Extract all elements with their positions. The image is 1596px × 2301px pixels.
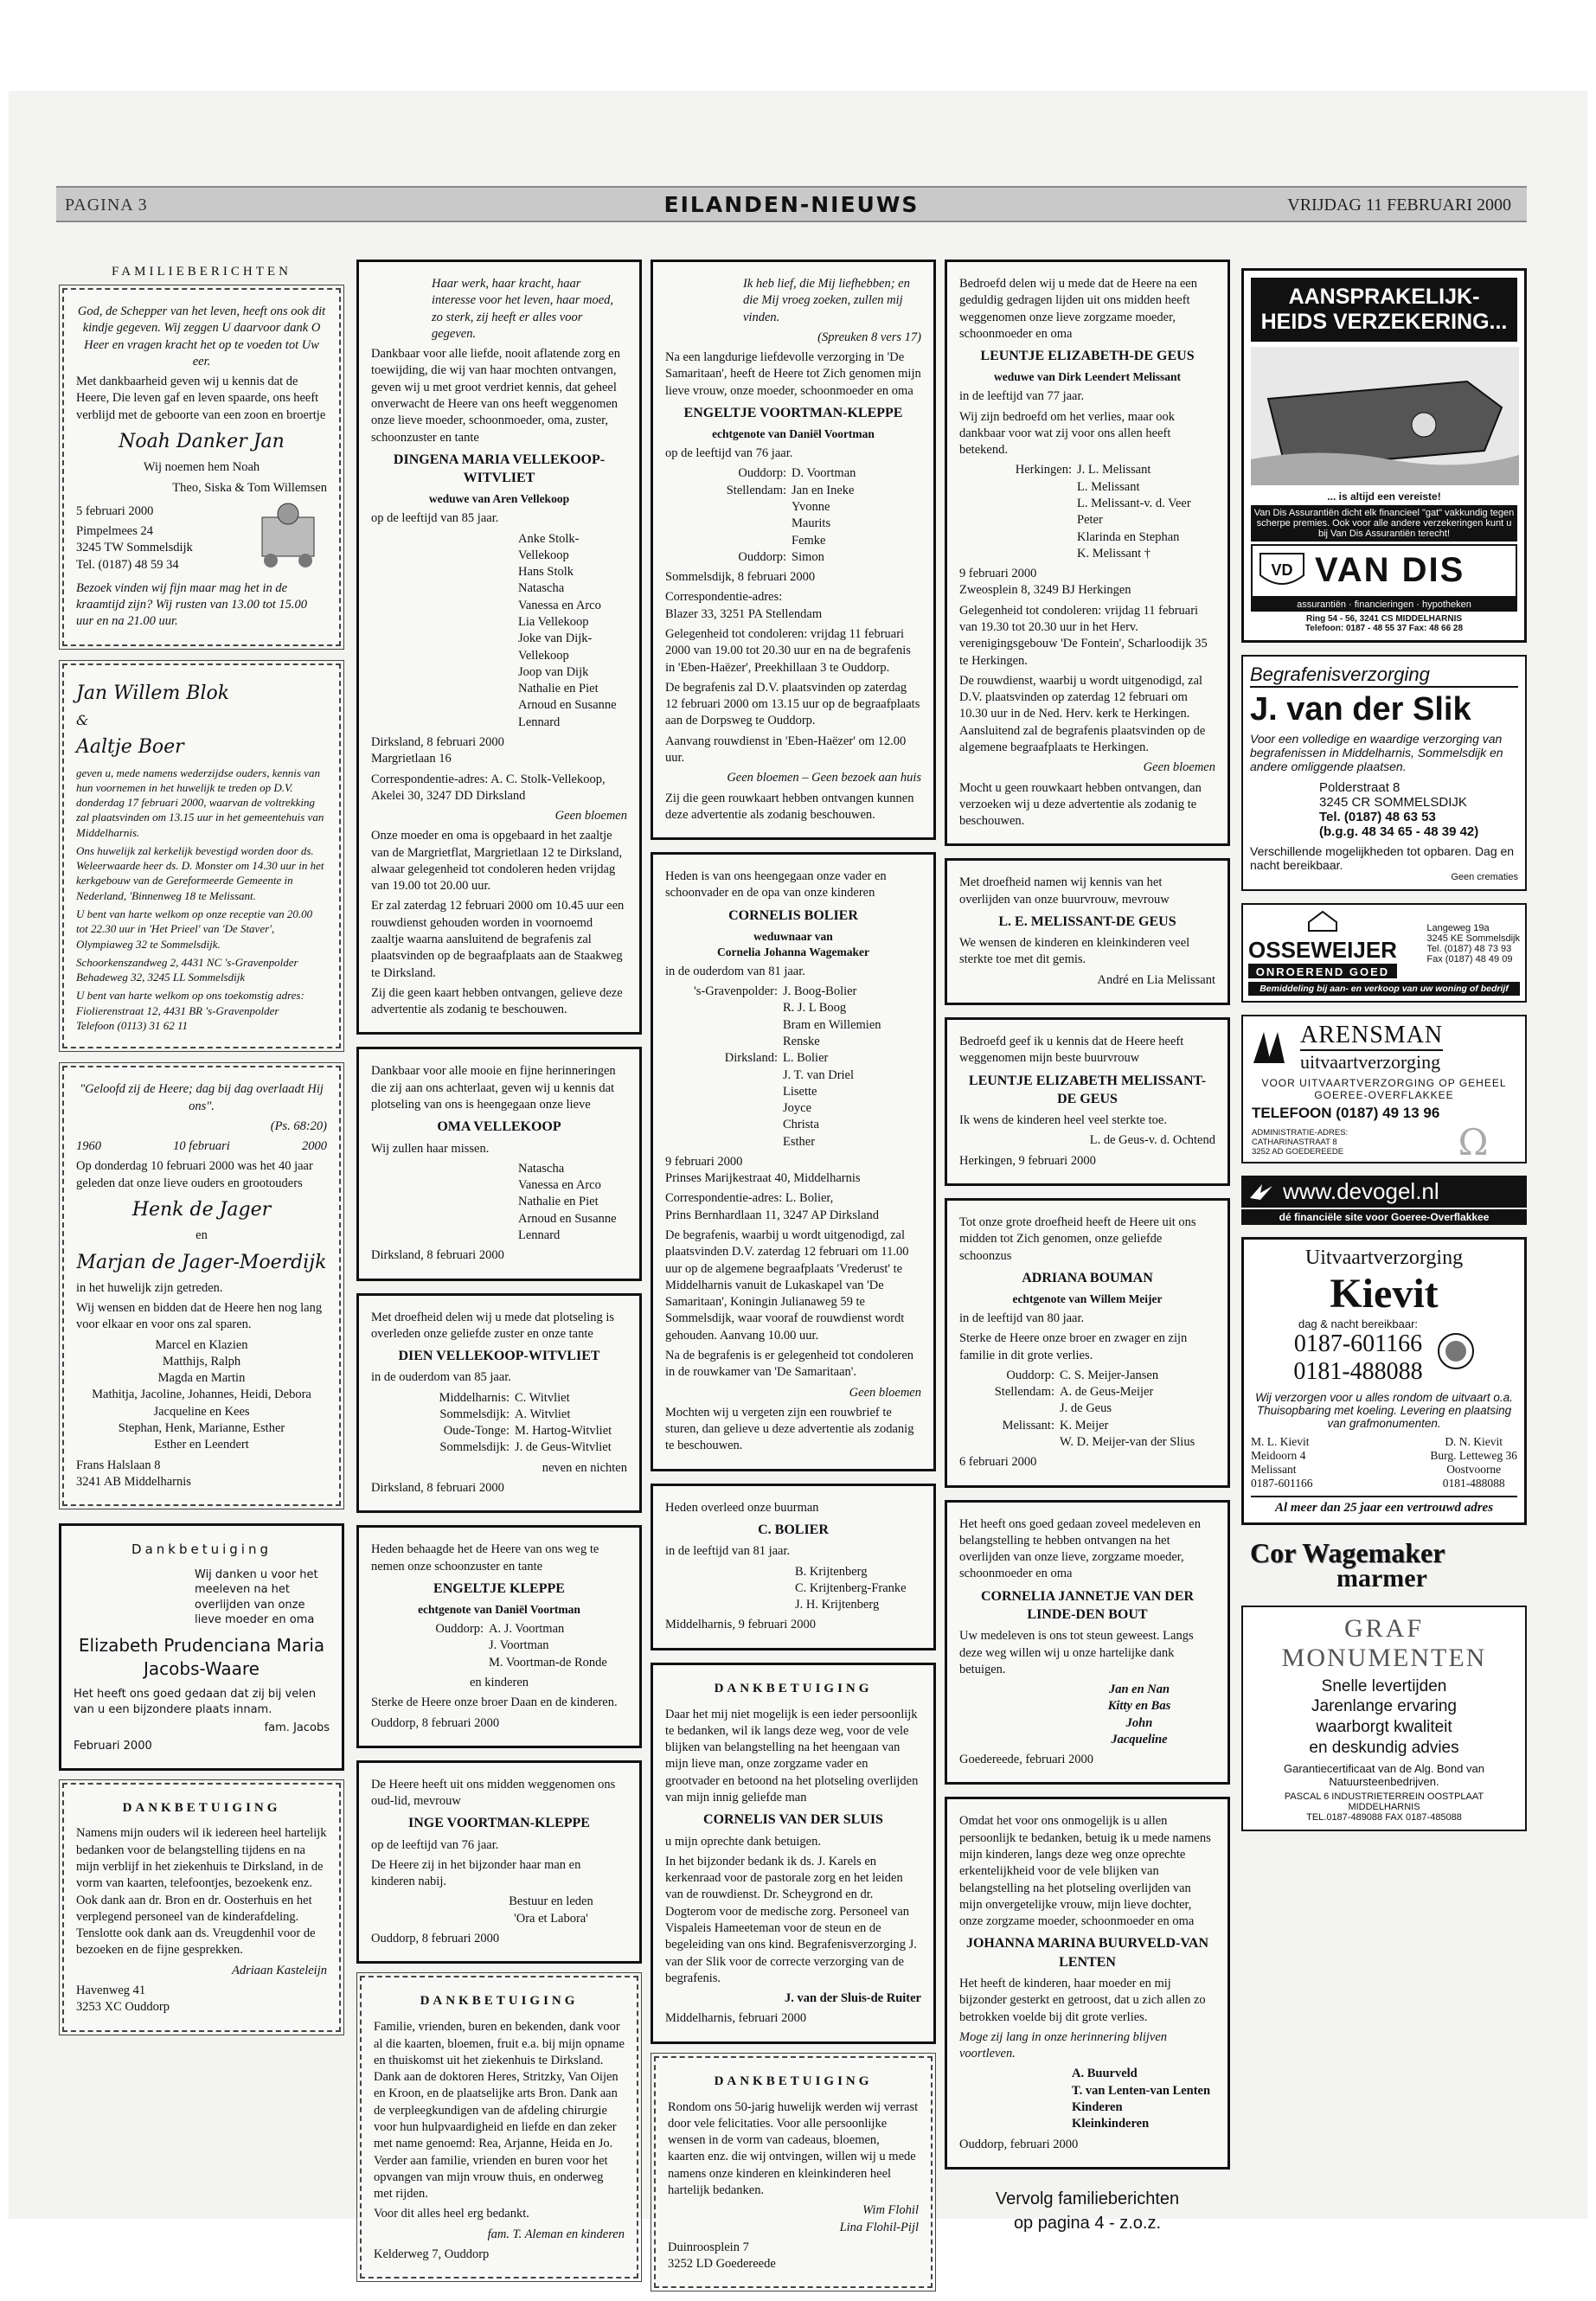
obituary-text: Met droefheid namen wij kennis van het overlijden van onze buurvrouw, mevrouw bbox=[959, 875, 1170, 907]
signature: Bestuur en leden 'Ora et Labora' bbox=[509, 1894, 593, 1926]
family-row: Ouddorp: A. J. Voortman bbox=[435, 1622, 565, 1637]
column-3 bbox=[651, 260, 936, 2301]
spouse-line: echtgenote van Daniël Voortman bbox=[418, 1603, 580, 1617]
ad-address: PASCAL 6 INDUSTRIETERREIN OOSTPLAAT MIDDELHARNIS bbox=[1284, 1791, 1484, 1812]
obituary-text: Dankbaar voor alle liefde, nooit aflatende zorg en toewijding, die wij van haar mochten ontvangen, geven wij u met groot verdriet kennis, dat geheel onverwacht de Heere van ons heeft weggenomen onze lieve moeder, schoonmoeder, oma, zuster, schoonzuster en tante bbox=[371, 347, 620, 445]
kievit-seal-icon bbox=[1437, 1332, 1475, 1370]
age: op de leeftijd van 85 jaar. bbox=[371, 511, 499, 526]
baby-toy-illustration bbox=[249, 500, 327, 569]
no-flowers: Geen bloemen bbox=[849, 1385, 921, 1400]
thanks-heading: DANKBETUIGING bbox=[714, 1681, 873, 1695]
ad-title: GRAF bbox=[1343, 1613, 1425, 1643]
date: Ouddorp, 8 februari 2000 bbox=[371, 1715, 500, 1730]
children: en kinderen bbox=[469, 1675, 529, 1689]
thanks-text-2: u mijn oprechte dank betuigen. bbox=[665, 1834, 821, 1849]
family-row: Esther bbox=[783, 1134, 816, 1149]
family-row: J. T. van Driel bbox=[783, 1067, 855, 1082]
thanks-van-der-sluis bbox=[651, 1663, 936, 2044]
family-names: Natascha Vanessa en Arco Nathalie en Piet Arnoud en Susanne Lennard bbox=[518, 1161, 617, 1242]
deceased-name: CORNELIA JANNETJE VAN DER LINDE-DEN BOUT bbox=[980, 1588, 1195, 1622]
family-row: Ouddorp: D. Voortman bbox=[738, 466, 856, 481]
obituary-text: Tot onze grote droefheid heeft de Heere uit ons midden tot Zich genomen, onze geliefde schoonzus bbox=[959, 1215, 1196, 1263]
deceased-name: JOHANNA MARINA BUURVELD-VAN LENTEN bbox=[965, 1936, 1209, 1970]
deceased-name: LEUNTJE ELIZABETH MELISSANT-DE GEUS bbox=[968, 1073, 1207, 1106]
ad-availability: dag & nacht bereikbaar: bbox=[1298, 1317, 1419, 1330]
memory-text: Moge zij lang in onze herinnering blijven voortleven. bbox=[959, 2029, 1168, 2061]
date: Middelharnis, 9 februari 2000 bbox=[665, 1618, 816, 1632]
address: Duinroosplein 7 3252 LD Goedereede bbox=[668, 2240, 776, 2272]
ad-arensman bbox=[1241, 1015, 1527, 1163]
family-row: J. de Geus bbox=[1060, 1401, 1112, 1416]
address: Frans Halslaan 8 3241 AB Middelharnis bbox=[76, 1458, 191, 1489]
deceased-name: LEUNTJE ELIZABETH-DE GEUS bbox=[980, 349, 1195, 364]
svg-text:Ω: Ω bbox=[1458, 1121, 1489, 1157]
family-row: 's-Gravenpolder: J. Boog-Bolier bbox=[694, 984, 857, 999]
family-row: Yvonne bbox=[792, 500, 830, 515]
signature: André en Lia Melissant bbox=[1097, 972, 1215, 987]
verse-ref: (Spreuken 8 vers 17) bbox=[817, 330, 921, 344]
ad-heading: Begrafenisverzorging bbox=[1250, 663, 1518, 688]
spouse-line: weduwnaar van Cornelia Johanna Wagemaker bbox=[716, 929, 869, 958]
ad-title: Kievit bbox=[1330, 1270, 1439, 1317]
column-2 bbox=[356, 260, 642, 2296]
family-row: Sommelsdijk: A. Witvliet bbox=[439, 1407, 571, 1421]
signature: Jan en Nan Kitty en Bas John Jacqueline bbox=[1107, 1682, 1171, 1747]
thanks-text: Het heeft ons goed gedaan zoveel medeleven en belangstelling te hebben ontvangen na het overlijden van onze lieve, zorgzame moeder, schoonmoeder en oma bbox=[959, 1516, 1201, 1581]
ad-body: Wij verzorgen voor u alles rondom de uitvaart o.a. Thuisopbaring met koeling. Levering en plaatsing van grafmonumenten. bbox=[1255, 1390, 1513, 1430]
date: 9 februari 2000 Prinses Marijkestraat 40, Middelharnis bbox=[665, 1154, 861, 1186]
ad-subtitle: ONROEREND GOED bbox=[1248, 965, 1397, 978]
obituary-text: Heden behaagde het de Heere van ons weg te nemen onze schoonzuster en tante bbox=[371, 1542, 599, 1574]
family-row: Renske bbox=[783, 1034, 820, 1048]
ad-phone: Tel. (0187) 48 63 53 (b.g.g. 48 34 65 - 48 39 42) bbox=[1319, 809, 1479, 839]
date: 6 februari 2000 bbox=[959, 1455, 1037, 1470]
notice-text: Mocht u geen rouwkaart hebben ontvangen, dan verzoeken wij u deze advertentie als zodanig te beschouwen. bbox=[959, 780, 1202, 829]
year-end: 2000 bbox=[302, 1139, 327, 1154]
ad-title-2: MONUMENTEN bbox=[1281, 1643, 1487, 1672]
issue-date: VRIJDAG 11 FEBRUARI 2000 bbox=[1287, 195, 1511, 215]
birth-announcement bbox=[62, 288, 341, 646]
verse: God, de Schepper van het leven, heeft ons ook dit kindje gegeven. Wij zeggen U daarvoor dank O Heer en vragen kracht het op te voeden tot Uw eer. bbox=[77, 304, 326, 369]
ad-wagemaker bbox=[1241, 1537, 1527, 1593]
correspondence-address: Correspondentie-adres: A. C. Stolk-Vellekoop, Akelei 30, 3247 DD Dirksland bbox=[371, 772, 606, 803]
funeral-info: De begrafenis, waarbij u wordt uitgenodigd, zal plaatsvinden D.V. zaterdag 12 februari om 11.00 uur op de algemene begraafplaats 'Vrederust' te Middelharnis vanuit de Lukaskapel van 'De Samaritaan', Koningin Julianaweg 59 te Sommelsdijk, waar vooraf de rouwdienst wordt gehouden. Aanvang 10.00 uur. bbox=[665, 1228, 909, 1343]
deceased-name: L. E. MELISSANT-DE GEUS bbox=[998, 913, 1176, 929]
date: Middelharnis, februari 2000 bbox=[665, 2011, 807, 2026]
wedding-text: geven u, mede namens wederzijdse ouders, kennis van hun voornemen in het huwelijk te treden op D.V. donderdag 17 februari 2000, waarvan de voltrekking zal plaatsvinden om 13.15 uur in het gemeentehuis van Middelharnis. bbox=[76, 766, 324, 839]
date: Sommelsdijk, 8 februari 2000 bbox=[665, 570, 816, 585]
wish-text: De Heere zij in het bijzonder haar man en kinderen nabij. bbox=[371, 1857, 581, 1889]
no-flowers: Geen bloemen bbox=[1143, 760, 1215, 775]
age: in de leeftijd van 80 jaar. bbox=[959, 1311, 1085, 1326]
age: op de leeftijd van 76 jaar. bbox=[665, 446, 793, 461]
thanks-text-2: Voor dit alles heel erg bedankt. bbox=[374, 2207, 529, 2221]
deceased-name: Elizabeth Prudenciana Maria Jacobs-Waare bbox=[78, 1635, 325, 1679]
ad-address-1: M. L. Kievit Meidoorn 4 Melissant 0187-601166 bbox=[1251, 1434, 1313, 1490]
age: in de leeftijd van 81 jaar. bbox=[665, 1544, 791, 1559]
spouse-line: weduwe van Aren Vellekoop bbox=[428, 492, 570, 506]
ad-body: Voor een volledige en waardige verzorging van begrafenissen in Middelharnis, Sommelsdijk en andere omliggende plaatsen. bbox=[1250, 731, 1503, 773]
family-row: Melissant: K. Meijer bbox=[1002, 1418, 1109, 1433]
family-row: Dirksland: L. Bolier bbox=[724, 1051, 829, 1066]
age: in de leeftijd van 77 jaar. bbox=[959, 389, 1085, 404]
date: Ouddorp, 8 februari 2000 bbox=[371, 1932, 500, 1946]
obituary-le-melissant bbox=[945, 858, 1230, 1005]
family-row: Maurits bbox=[792, 516, 831, 531]
ad-subtitle: assurantiën · financieringen · hypotheken bbox=[1251, 598, 1517, 612]
ad-footer: Bemiddeling bij aan- en verkoop van uw woning of bedrijf bbox=[1248, 982, 1520, 996]
address: Pimpelmees 24 3245 TW Sommelsdijk Tel. (0187) 48 59 34 bbox=[76, 524, 193, 572]
section-title: FAMILIEBERICHTEN bbox=[112, 265, 292, 279]
family-row: L. Melissant bbox=[1077, 479, 1140, 494]
ad-de-vogel[interactable] bbox=[1241, 1176, 1527, 1225]
thanks-heading: DANKBETUIGING bbox=[714, 2073, 873, 2088]
obituary-leuntje-neighbour bbox=[945, 1017, 1230, 1186]
anniversary-date: 10 februari bbox=[173, 1139, 230, 1154]
family-row: Lisette bbox=[783, 1084, 817, 1099]
wish-text: Sterke de Heere onze broer Daan en de kinderen. bbox=[371, 1695, 618, 1710]
thanks-text-2: Uw medeleven is ons tot steun geweest. Langs deze weg willen wij u onze hartelijke dank betuigen. bbox=[959, 1629, 1194, 1676]
ad-subtitle: marmer bbox=[1336, 1563, 1427, 1593]
correspondence-address: Correspondentie-adres: L. Bolier, Prins Bernhardlaan 11, 3247 AP Dirksland bbox=[665, 1191, 880, 1222]
ad-van-der-slik bbox=[1241, 655, 1527, 891]
ad-title: AANSPRAKELIJK-HEIDS VERZEKERING... bbox=[1251, 278, 1517, 342]
thanks-flohil bbox=[654, 2056, 933, 2289]
date: Goedereede, februari 2000 bbox=[959, 1753, 1093, 1767]
ad-address: Ring 54 - 56, 3241 CS MIDDELHARNIS bbox=[1305, 613, 1463, 624]
ad-address: Langeweg 19a 3245 KE Sommelsdijk Tel. (0187) 48 73 93 Fax (0187) 48 49 09 bbox=[1426, 923, 1520, 965]
family-row: J. Voortman bbox=[489, 1638, 549, 1653]
ad-heading: Uitvaartverzorging bbox=[1304, 1246, 1464, 1269]
thanks-text-2: Het heeft ons goed gedaan dat zij bij velen van u een bijzondere plaats innam. bbox=[74, 1688, 317, 1716]
ad-address-2: D. N. Kievit Burg. Letteweg 36 Oostvoorne 0181-488088 bbox=[1430, 1434, 1517, 1490]
column-4 bbox=[945, 260, 1230, 2235]
anniversary-text: Op donderdag 10 februari 2000 was het 40 jaar geleden dat onze lieve ouders en grootouders bbox=[76, 1159, 313, 1190]
family-row: Herkingen: J. L. Melissant bbox=[1015, 463, 1151, 478]
arensman-logo-icon bbox=[1252, 1030, 1295, 1065]
thanks-heading: Dankbetuiging bbox=[131, 1541, 272, 1558]
conjunction: en bbox=[195, 1228, 208, 1243]
deceased-name: INGE VOORTMAN-KLEPPE bbox=[408, 1816, 590, 1831]
deceased-name: CORNELIS VAN DER SLUIS bbox=[703, 1812, 883, 1828]
signature: Adriaan Kasteleijn bbox=[232, 1963, 327, 1977]
spouse-line: echtgenote van Daniël Voortman bbox=[712, 427, 875, 441]
wish-text: Ik wens de kinderen heel veel sterkte toe. bbox=[959, 1113, 1167, 1128]
family-row: Stellendam: Jan en Ineke bbox=[726, 483, 855, 497]
husband-name: Henk de Jager bbox=[131, 1198, 272, 1221]
obituary-text: Heden is van ons heengegaan onze vader en schoonvader en de opa van onze kinderen bbox=[665, 869, 887, 901]
ampersand: & bbox=[76, 712, 89, 728]
family-names: Marcel en Klazien Matthijs, Ralph Magda en Martin Mathitja, Jacoline, Johannes, Heidi, Debora Jacqueline en Kees Stephan, Henk, Marianne, Esther Esther en Leendert bbox=[92, 1337, 311, 1452]
ad-tagline: ... is altijd een vereiste! bbox=[1327, 490, 1441, 503]
family-row: Middelharnis: C. Witvliet bbox=[439, 1390, 570, 1405]
notice-text: Zij die geen rouwkaart hebben ontvangen kunnen deze advertentie als zodanig beschouwen. bbox=[665, 791, 914, 822]
column-1 bbox=[59, 260, 344, 2049]
signature: L. de Geus-v. d. Ochtend bbox=[1089, 1133, 1215, 1148]
obituary-text: Met droefheid delen wij u mede dat plotseling is overleden onze geliefde zuster en onze tante bbox=[371, 1310, 615, 1341]
obituary-text: Na een langdurige liefdevolle verzorging in 'De Samaritaan', heeft de Heere tot Zich genomen mijn lieve vrouw, onze moeder, schoonmoeder en oma bbox=[665, 350, 921, 398]
date: Ouddorp, februari 2000 bbox=[959, 2137, 1079, 2151]
ad-phone-2: 0181-488088 bbox=[1293, 1357, 1423, 1385]
age: op de leeftijd van 76 jaar. bbox=[371, 1837, 499, 1852]
parents: Theo, Siska & Tom Willemsen bbox=[172, 480, 327, 495]
family-names: B. Krijtenberg C. Krijtenberg-Franke J. H. Krijtenberg bbox=[795, 1564, 907, 1612]
condolence-info: Onze moeder en oma is opgebaard in het zaaltje van de Margrietflat, Margrietlaan 12 te Dirksland, alwaar gelegenheid tot condoleren heden vrijdag van 19.00 tot 20.00 uur. bbox=[371, 829, 623, 894]
year-start: 1960 bbox=[76, 1139, 101, 1154]
ad-address: ADMINISTRATIE-ADRES: CATHARINASTRAAT 8 3252 AD GOEDEREEDE bbox=[1252, 1127, 1349, 1157]
miss-text: Wij zullen haar missen. bbox=[371, 1141, 490, 1156]
wish-text: Wij wensen en bidden dat de Heere hen nog lang voor elkaar en voor ons zal sparen. bbox=[76, 1301, 323, 1332]
grief-text: Wij zijn bedroefd om het verlies, maar ook dankbaar voor wat zij voor ons allen heeft betekend. bbox=[959, 409, 1176, 458]
ad-body-2: Verschillende mogelijkheden tot opbaren. Dag en nacht bereikbaar. bbox=[1250, 843, 1515, 872]
page-number: PAGINA 3 bbox=[65, 195, 148, 215]
omega-icon bbox=[1430, 1122, 1516, 1157]
family-row: R. J. L Boog bbox=[783, 1001, 847, 1016]
call-name: Wij noemen hem Noah bbox=[143, 460, 260, 475]
ad-title: J. van der Slik bbox=[1250, 690, 1471, 727]
date: Dirksland, 8 februari 2000 bbox=[371, 1481, 504, 1496]
ad-phone: Telefoon: 0187 - 48 55 37 Fax: 48 66 28 bbox=[1304, 623, 1464, 633]
ad-grafmonumenten bbox=[1241, 1606, 1527, 1831]
family-row: W. D. Meijer-van der Slius bbox=[1060, 1435, 1195, 1450]
service-info: Aanvang rouwdienst in 'Eben-Haëzer' om 12.00 uur. bbox=[665, 734, 907, 765]
obituary-text: Dankbaar voor alle mooie en fijne herinneringen die zij aan ons achterlaat, geven wij u kennis dat plotseling van ons is heengegaan onze lieve bbox=[371, 1064, 616, 1112]
church-text: Ons huwelijk zal kerkelijk bevestigd worden door ds. Weleerwaarde heer ds. D. Monster om 14.30 uur in het kerkgebouw van de Gereformeerde Gemeente in Nederland, 'Binnenweg 18 te Melissant. bbox=[76, 843, 324, 902]
verse-ref: (Ps. 68:20) bbox=[270, 1118, 327, 1133]
deceased-name: OMA VELLEKOOP bbox=[437, 1119, 561, 1135]
ad-title: ARENSMAN bbox=[1300, 1022, 1443, 1051]
ad-guarantee: Garantiecertificaat van de Alg. Bond van Natuursteenbedrijven. bbox=[1284, 1761, 1484, 1788]
ads-column bbox=[1241, 268, 1527, 1843]
obituary-engeltje-kleppe bbox=[356, 1525, 642, 1747]
family-row: L. Melissant-v. d. Veer bbox=[1077, 497, 1191, 511]
address: Havenweg 41 3253 XC Ouddorp bbox=[76, 1983, 170, 2015]
deceased-name: ADRIANA BOUMAN bbox=[1022, 1270, 1153, 1285]
spouse-line: echtgenote van Willem Meijer bbox=[1012, 1292, 1163, 1306]
funeral-info: De begrafenis zal D.V. plaatsvinden op zaterdag 12 februari 2000 om 13.15 uur op de begraafplaats aan de Dorpsweg te Ouddorp. bbox=[665, 680, 920, 728]
obituary-inge-voortman bbox=[356, 1760, 642, 1965]
funeral-info: Er zal zaterdag 12 februari 2000 om 10.45 uur een rouwdienst gehouden worden in voornoemd zaaltje waarna aansluitend de begrafenis zal plaatsvinden op de begraafplaats aan de Staakweg te Dirksland. bbox=[371, 899, 625, 980]
van-dis-shield-icon bbox=[1256, 549, 1308, 593]
ad-phone-1: 0187-601166 bbox=[1293, 1330, 1423, 1357]
future-address: U bent van harte welkom op ons toekomstig adres: Fiolierenstraat 12, 4431 BR 's-Gravenpolder Telefoon (0113) 31 62 11 bbox=[76, 989, 304, 1033]
birth-date: 5 februari 2000 bbox=[76, 503, 154, 518]
ad-url[interactable]: www.devogel.nl bbox=[1283, 1177, 1439, 1204]
signature: fam. T. Aleman en kinderen bbox=[487, 2227, 625, 2241]
spouse-line: weduwe van Dirk Leendert Melissant bbox=[994, 370, 1181, 384]
thanks-text: Daar het mij niet mogelijk is een ieder persoonlijk te bedanken, wil ik langs deze weg, voor de vele blijken van belangstelling na het heengaan van mijn lieve man, onze zorgzame vader en grootvader en betoond na het plotseling overlijden van mijn innig geliefde man bbox=[665, 1707, 919, 1804]
deceased-name: ENGELTJE VOORTMAN-KLEPPE bbox=[683, 405, 903, 420]
ad-kievit bbox=[1241, 1237, 1527, 1525]
ad-phone: TEL.0187-489088 FAX 0187-485088 bbox=[1306, 1811, 1462, 1823]
date: 9 februari 2000 Zweosplein 8, 3249 BJ Herkingen bbox=[959, 567, 1131, 598]
no-flowers: Geen bloemen – Geen bezoek aan huis bbox=[727, 771, 921, 785]
date: Februari 2000 bbox=[74, 1740, 152, 1753]
ad-logo: VAN DIS bbox=[1315, 551, 1465, 589]
ad-subtitle: dé financiële site voor Goeree-Overflakkee bbox=[1241, 1209, 1527, 1225]
visit-info: Bezoek vinden wij fijn maar mag het in de kraamtijd zijn? Wij rusten van 13.00 tot 15.00 uur en na 21.00 uur. bbox=[76, 580, 308, 629]
age: in de ouderdom van 81 jaar. bbox=[665, 964, 805, 978]
notice-text: Mochten wij u vergeten zijn een rouwbrief te sturen, dan gelieve u deze advertentie als zodanig te beschouwen. bbox=[665, 1405, 914, 1453]
family-row: Oude-Tonge: M. Hartog-Witvliet bbox=[443, 1424, 612, 1439]
deceased-name: ENGELTJE KLEPPE bbox=[433, 1580, 565, 1596]
wife-name: Marjan de Jager-Moerdijk bbox=[76, 1251, 327, 1273]
deceased-name: C. BOLIER bbox=[758, 1522, 829, 1537]
ad-phone: TELEFOON (0187) 49 13 96 bbox=[1252, 1104, 1440, 1121]
obituary-c-bolier bbox=[651, 1484, 936, 1650]
ad-title: Cor Wagemaker bbox=[1250, 1536, 1445, 1568]
family-row: Femke bbox=[792, 533, 826, 548]
condolence-info: Na de begrafenis is er gelegenheid tot condoleren in de rouwkamer van 'De Samaritaan'. bbox=[665, 1349, 914, 1380]
thanks-text: Wij danken u voor het meeleven na het overlijden van onze lieve moeder en oma bbox=[195, 1568, 318, 1626]
thanks-jacobs bbox=[59, 1523, 344, 1770]
family-row: Sommelsdijk: J. de Geus-Witvliet bbox=[439, 1440, 612, 1455]
thanks-heading: DANKBETUIGING bbox=[122, 1800, 281, 1815]
page-header bbox=[56, 186, 1527, 222]
reception-text: U bent van harte welkom op onze receptie van 20.00 tot 22.30 uur in 'Het Prieel' van 'De Staver', Olympiaweg 32 te Sommelsdijk. bbox=[76, 907, 313, 951]
svg-text:VD: VD bbox=[1271, 561, 1293, 579]
signature: Wim Flohil Lina Flohil-Pijl bbox=[839, 2203, 919, 2234]
signature: J. van der Sluis-de Ruiter bbox=[784, 1991, 921, 2006]
notice-text: Zij die geen kaart hebben ontvangen, gelieve deze advertentie als zodanig te beschouwen. bbox=[371, 985, 623, 1017]
thanks-text: Namens mijn ouders wil ik iedereen heel hartelijk bedanken voor de belangstelling tijdens en na mijn verblijf in het ziekenhuis te Dirksland, in de vorm van kaarten, telefoontjes, bezoekenk enz. Ook dank aan dr. Bron en dr. Oosterhuis en het verplegend personeel van de kinderafdeling. Tenslotte ook dank aan ds. Vreugdenhil voor de bezoeken en de fijne gesprekken. bbox=[76, 1826, 327, 1958]
date: Herkingen, 9 februari 2000 bbox=[959, 1153, 1096, 1168]
thanks-text: Familie, vrienden, buren en bekenden, dank voor al die kaarten, bloemen, fruit e.a. bij mijn opname en thuiskomst uit het ziekenhuis te Dirksland. Dank aan de doktoren Heres, Stritzky, Van Oijen en Kroon, en de plaatselijke arts Bron. Dank aan de verpleegkundigen van de afdeling chirurgie voor hun hulpvaardigheid en liefde en dan zeker met name genoemd: Rea, Arjanne, Heida en Jo. Verder aan familie, vrienden en buren voor het opvangen van mijn vrouw thuis, en onderweg met rijden. bbox=[374, 2020, 625, 2202]
baby-name: Noah Danker Jan bbox=[119, 430, 285, 452]
obituary-text: Bedroefd delen wij u mede dat de Heere na een geduldig gedragen lijden uit ons midden heeft weggenomen onze lieve zorgzame moeder, schoonmoeder en oma bbox=[959, 277, 1197, 341]
obituary-vellekoop-witvliet bbox=[356, 260, 642, 1035]
anniversary-announcement bbox=[62, 1066, 341, 1506]
obituary-text: De Heere heeft uit ons midden weggenomen ons oud-lid, mevrouw bbox=[371, 1777, 616, 1809]
address: Kelderweg 7, Ouddorp bbox=[374, 2247, 490, 2261]
family-row: Stellendam: A. de Geus-Meijer bbox=[994, 1385, 1154, 1400]
ad-address: Polderstraat 8 3245 CR SOMMELSDIJK bbox=[1319, 779, 1467, 810]
nephews-nieces: neven en nichten bbox=[542, 1460, 627, 1475]
date: Dirksland, 8 februari 2000 Margrietlaan 16 bbox=[371, 734, 504, 766]
family-row: Ouddorp: Simon bbox=[738, 549, 824, 564]
wish-text: We wensen de kinderen en kleinkinderen veel sterkte toe met dit gemis. bbox=[959, 936, 1190, 967]
ad-body: Snelle levertijden Jarenlange ervaring waarborgt kwaliteit en deskundig advies bbox=[1309, 1676, 1459, 1757]
house-icon bbox=[1305, 910, 1340, 933]
ad-body: Van Dis Assurantiën dicht elk financieel "gat" vakkundig tegen scherpe premies. Ook voor alle andere verzekeringen kunt u bij Van Dis Assurantiën terecht! bbox=[1251, 505, 1517, 542]
obituary-cornelis-bolier bbox=[651, 852, 936, 1471]
ad-note: Geen crematies bbox=[1451, 871, 1518, 882]
deceased-name: DINGENA MARIA VELLEKOOP-WITVLIET bbox=[393, 452, 606, 486]
married-text: in het huwelijk zijn getreden. bbox=[76, 1280, 223, 1295]
bride-name: Aaltje Boer bbox=[76, 736, 184, 759]
family-row: Klarinda en Stephan bbox=[1077, 529, 1180, 544]
family-row: Peter bbox=[1077, 513, 1103, 528]
wish-text: Sterke de Heere onze broer en zwager en zijn familie in dit grote verlies. bbox=[959, 1331, 1188, 1362]
obituary-oma-vellekoop bbox=[356, 1047, 642, 1280]
announcement-text: Met dankbaarheid geven wij u kennis dat de Heere, Die leven gaf en leven spaarde, ons heeft verblijd met de geboorte van een zoon en broertje bbox=[76, 375, 326, 422]
date: Dirksland, 8 februari 2000 bbox=[371, 1248, 504, 1263]
masthead: EILANDEN-NIEUWS bbox=[663, 192, 920, 217]
condolence-info: Gelegenheid tot condoleren: vrijdag 11 februari van 19.30 tot 20.30 uur in het Herv. verenigingsgebouw 'De Fontein', Scharloodijk 35 te Herkingen. bbox=[959, 603, 1208, 668]
age: in de ouderdom van 85 jaar. bbox=[371, 1370, 511, 1385]
signature: fam. Jacobs bbox=[264, 1721, 330, 1734]
condolence-info: Gelegenheid tot condoleren: vrijdag 11 februari 2000 van 19.00 tot 20.30 uur en na de begrafenis in 'Eben-Haëzer', Preekhillaan 3 te Ouddorp. bbox=[665, 627, 911, 675]
no-flowers: Geen bloemen bbox=[554, 809, 627, 824]
thanks-aleman bbox=[360, 1976, 638, 2279]
family-names: Anke Stolk-Vellekoop Hans Stolk Natascha Vanessa en Arco Lia Vellekoop Joke van Dijk-Vellekoop Joop van Dijk Nathalie en Piet Arnoud en Susanne Lennard bbox=[518, 531, 617, 729]
ad-van-dis bbox=[1241, 268, 1527, 643]
obituary-dien-vellekoop bbox=[356, 1293, 642, 1514]
family-row: M. Voortman-de Ronde bbox=[489, 1655, 607, 1670]
family-row: Joyce bbox=[783, 1101, 812, 1116]
boat-illustration bbox=[1251, 347, 1519, 485]
thanks-text: Rondom ons 50-jarig huwelijk werden wij verrast door vele felicitaties. Voor alle persoonlijke wensen in de vorm van cadeaus, bloemen, kaarten enz. die wij ontvingen, willen wij u mede namens onze kinderen en kleinkinderen heel hartelijk bedanken. bbox=[668, 2099, 919, 2197]
family-row: Ouddorp: C. S. Meijer-Jansen bbox=[1006, 1368, 1159, 1382]
verse: Haar werk, haar kracht, haar interesse voor het leven, haar moed, zo sterk, zij heeft er alles voor gegeven. bbox=[432, 277, 614, 341]
ad-body: VOOR UITVAARTVERZORGING OP GEHEEL GOEREE-OVERFLAKKEE bbox=[1261, 1076, 1507, 1101]
wedding-announcement bbox=[62, 663, 341, 1049]
thanks-kasteleijn bbox=[62, 1783, 341, 2032]
correspondence-address: Correspondentie-adres: Blazer 33, 3251 PA Stellendam bbox=[665, 590, 823, 621]
ad-footer: Al meer dan 25 jaar een vertrouwd adres bbox=[1251, 1496, 1517, 1516]
deceased-name: CORNELIS BOLIER bbox=[728, 907, 858, 923]
ad-subtitle: uitvaartverzorging bbox=[1300, 1050, 1441, 1073]
obituary-text: Bedroefd geef ik u kennis dat de Heere heeft weggenomen mijn beste buurvrouw bbox=[959, 1035, 1184, 1066]
verse: "Geloofd zij de Heere; dag bij dag overlaadt Hij ons". bbox=[80, 1082, 324, 1113]
obituary-text: Heden overleed onze buurman bbox=[665, 1500, 819, 1515]
obituary-leuntje-melissant bbox=[945, 260, 1230, 846]
deceased-name: DIEN VELLEKOOP-WITVLIET bbox=[398, 1349, 600, 1364]
family-row: Christa bbox=[783, 1118, 819, 1132]
thanks-text: Omdat het voor ons onmogelijk is u allen persoonlijk te bedanken, betuig ik u mede namens mijn kinderen, langs deze weg onze oprechte erkentelijkheid voor de vele blijken van belangstelling na het plotseling overlijden van mijn onvergetelijke vrouw, mijn lieve dochter, onze zorgzame moeder, schoonmoeder en oma bbox=[959, 1814, 1211, 1929]
family-row: K. Melissant † bbox=[1077, 546, 1151, 561]
ad-title: OSSEWEIJER bbox=[1248, 937, 1397, 965]
family-row: Bram en Willemien bbox=[783, 1017, 881, 1032]
signature: A. Buurveld T. van Lenten-van Lenten Kinderen Kleinkinderen bbox=[1072, 2067, 1211, 2131]
groom-name: Jan Willem Blok bbox=[76, 682, 230, 704]
thanks-text-3: In het bijzonder bedank ik ds. J. Karels en kerkenraad voor de pastorale zorg en het leiden van de rouwdienst. Dr. Scheygrond en dr. Dogterom voor de medische zorg. Personeel van Vispaleis Hameeteman voor de steun en de begeleiding van ons kind. Begrafenisverzorging J. van der Slik voor de correcte verzorging van de begrafenis. bbox=[665, 1854, 917, 1985]
addresses: Schoorkenszandweg 2, 4431 NC 's-Gravenpolder Behadeweg 32, 3245 LL Sommelsdijk bbox=[76, 955, 298, 984]
de-vogel-bird-icon bbox=[1248, 1181, 1274, 1202]
thanks-buurveld bbox=[945, 1797, 1230, 2169]
continued-notice: Vervolg familieberichten op pagina 4 - z.o.z. bbox=[995, 2189, 1180, 2233]
ad-osseweijer bbox=[1241, 903, 1527, 1003]
thanks-van-der-linde bbox=[945, 1500, 1230, 1785]
thanks-heading: DANKBETUIGING bbox=[420, 1994, 579, 2009]
obituary-engeltje-voortman bbox=[651, 260, 936, 840]
thanks-text-2: Het heeft de kinderen, haar moeder en mij bijzonder gesterkt en getroost, dat u zich allen zo betrokken voelde bij dit grote verlies. bbox=[959, 1976, 1206, 2024]
funeral-info: De rouwdienst, waarbij u wordt uitgenodigd, zal D.V. plaatsvinden op zaterdag 12 februari om 10.30 uur in de Ned. Herv. kerk te Herkingen. Aansluitend zal de begrafenis plaatsvinden op de algemene begraafplaats te Herkingen. bbox=[959, 673, 1206, 754]
obituary-adriana-bouman bbox=[945, 1198, 1230, 1488]
verse: Ik heb lief, die Mij liefhebben; en die Mij vroeg zoeken, zullen mij vinden. bbox=[743, 277, 910, 324]
